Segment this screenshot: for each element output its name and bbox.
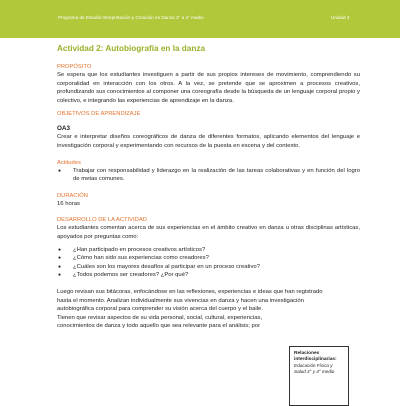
list-item: ● ¿Todos podemos ser creadores? ¿Por qué? xyxy=(57,271,360,280)
program-title: Programa de Estudio Interpretación y Creación en Danza 3° a 4° medio xyxy=(58,15,204,20)
followup-line: Tienen que revisar aspectos de su vida personal, social, cultural, experiencias, xyxy=(57,314,263,321)
duration-heading: DURACIÓN xyxy=(57,192,88,199)
list-item: ● Trabajar con responsabilidad y liderazgo en la realización de las tareas colaborativas y en función del logro de metas comunes. xyxy=(57,167,360,184)
interdisciplinary-box xyxy=(289,346,349,406)
followup-line: autobiográfica corporal para comprender su visión acerca del cuerpo y el baile. xyxy=(57,306,263,313)
followup-line: hasta el momento. Analizan individualmente sus vivencias en danza y hacen una investigación xyxy=(57,297,304,304)
sidebox-title: Relaciones interdisciplinarias: xyxy=(294,351,337,362)
unit-label: Unidad 4 xyxy=(331,15,350,20)
objective-code: OA3 xyxy=(57,125,70,133)
objectives-heading: OBJETIVOS DE APRENDIZAJE xyxy=(57,111,141,118)
followup-line: conocimientos de danza y todo aquello que sea relevante para el análisis; por xyxy=(57,323,261,330)
sidebox-text: Educación Física y Salud 3° y 4° medio xyxy=(294,363,335,374)
purpose-text: Se espera que los estudiantes investiguen a partir de sus propios intereses de movimiento, comprendiendo su corporalidad en interacción con los otros. A la vez, se pretende que se aproximen a procesos creativos, profundizando sus conocimientos al componer una coreografía desde la búsqueda de un lenguaje corporal propio y colectivo, e integrando las experiencias de aprendizaje en la danza. xyxy=(57,72,360,104)
questions-list xyxy=(57,246,360,280)
followup-line: Luego revisan sus bitácoras, enfocándose en las reflexiones, experiencias e ideas que han registrado xyxy=(57,288,323,295)
attitudes-list xyxy=(57,167,360,184)
list-item: ● ¿Cuáles son los mayores desafíos al participar en un proceso creativo? xyxy=(57,263,360,272)
list-item: ● ¿Cómo han sido sus experiencias como creadores? xyxy=(57,254,360,263)
list-item: ● ¿Han participado en procesos creativos artísticos? xyxy=(57,246,360,255)
document-body xyxy=(57,43,360,331)
purpose-heading: PROPÓSITO xyxy=(57,64,92,70)
development-heading: DESARROLLO DE LA ACTIVIDAD xyxy=(57,217,147,224)
development-intro: Los estudiantes comentan acerca de sus experiencias en el ámbito creativo en danza u otras disciplinas artísticas, apoyados por preguntas como: xyxy=(57,225,360,240)
attitudes-heading: Actitudes xyxy=(57,159,81,166)
header-bar xyxy=(0,0,400,38)
objective-text: Crear e interpretar diseños coreográficos de danza de diferentes formatos, aplicando elementos del lenguaje e investigación corporal y experimentando con recursos de la puesta en escena y del contexto. xyxy=(57,134,360,149)
activity-title: Actividad 2: Autobiografía en la danza xyxy=(57,44,206,53)
duration-value: 16 horas xyxy=(57,200,80,207)
